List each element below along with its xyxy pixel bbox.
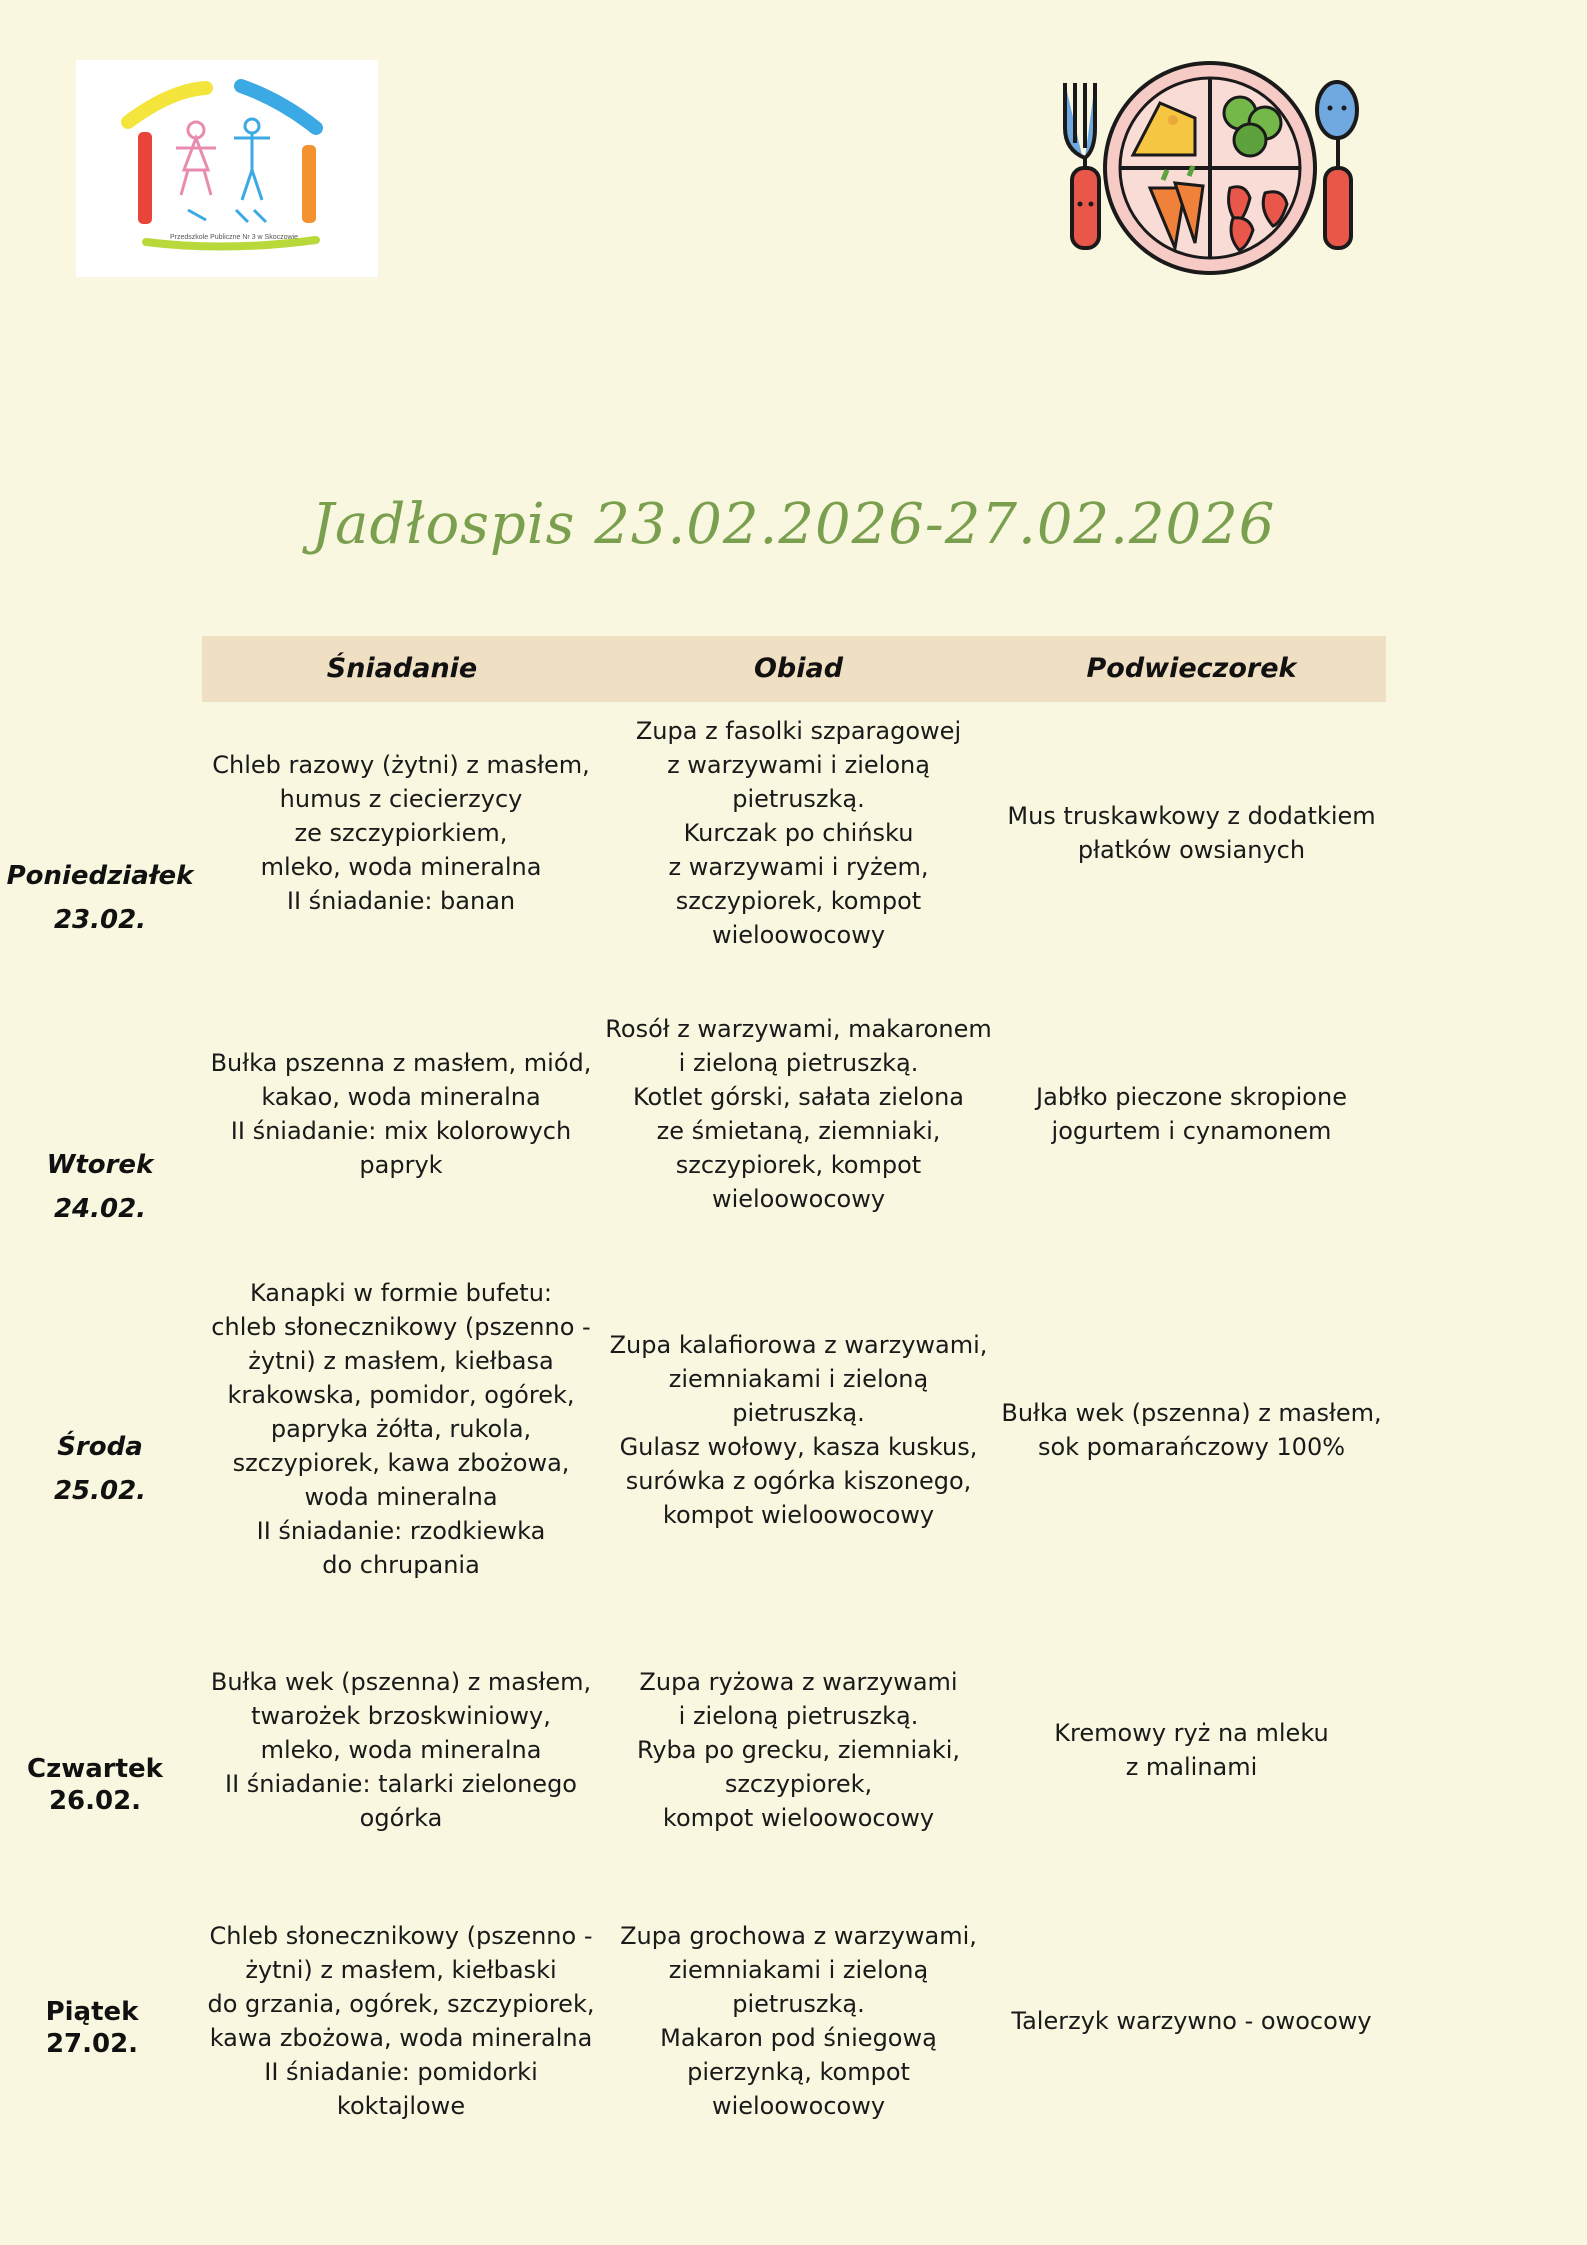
day-name: Czwartek <box>27 1754 163 1784</box>
day-name: Piątek <box>45 1997 139 2027</box>
breakfast-cell: Bułka wek (pszenna) z masłem, twarożek brzoskwiniowy, mleko, woda mineralna II śniadanie: talarki zielonego ogórka <box>210 1668 592 1832</box>
column-header-breakfast: Śniadanie <box>326 653 478 684</box>
breakfast-cell: Kanapki w formie bufetu: chleb słonecznikowy (pszenno - żytni) z masłem, kiełbasa krakowska, pomidor, ogórek, papryka żółta, rukola, szczypiorek, kawa zbożowa, woda mineralna II śniadanie: rzodkiewka do chrupania <box>211 1279 591 1579</box>
plate-with-cutlery-icon <box>1055 58 1365 283</box>
snack-cell: Mus truskawkowy z dodatkiem płatków owsianych <box>1007 802 1376 864</box>
breakfast-cell: Bułka pszenna z masłem, miód, kakao, woda mineralna II śniadanie: mix kolorowych papryk <box>210 1049 592 1179</box>
breakfast-cell: Chleb słonecznikowy (pszenno - żytni) z masłem, kiełbaski do grzania, ogórek, szczypiorek, kawa zbożowa, woda mineralna II śniadanie: pomidorki koktajlowe <box>207 1922 595 2120</box>
preschool-logo <box>76 60 378 277</box>
fork-icon <box>1065 83 1099 248</box>
lunch-cell: Zupa z fasolki szparagowej z warzywami i zieloną pietruszką. Kurczak po chińsku z warzywami i ryżem, szczypiorek, kompot wieloowocowy <box>635 717 962 949</box>
day-name: Wtorek <box>46 1150 154 1180</box>
day-date: 24.02. <box>53 1194 147 1224</box>
column-header-snack: Podwieczorek <box>1086 653 1297 684</box>
lunch-cell: Zupa ryżowa z warzywami i zieloną pietruszką. Ryba po grecku, ziemniaki, szczypiorek, kompot wieloowocowy <box>636 1668 961 1832</box>
spoon-icon <box>1317 82 1357 248</box>
snack-cell: Talerzyk warzywno - owocowy <box>1011 2007 1372 2035</box>
day-date: 27.02. <box>45 2029 139 2059</box>
column-header-lunch: Obiad <box>753 653 844 684</box>
lunch-cell: Zupa kalafiorowa z warzywami, ziemniakami i zieloną pietruszką. Gulasz wołowy, kasza kuskus, surówka z ogórka kiszonego, kompot wieloowocowy <box>609 1331 988 1529</box>
snack-cell: Kremowy ryż na mleku z malinami <box>1054 1719 1329 1781</box>
lunch-cell: Zupa grochowa z warzywami, ziemniakami i zieloną pietruszką. Makaron pod śniegową pierzynką, kompot wieloowocowy <box>620 1922 977 2120</box>
logo-caption: Przedszkole Publiczne Nr 3 w Skoczowie <box>170 234 298 241</box>
snack-cell: Jabłko pieczone skropione jogurtem i cynamonem <box>1036 1083 1347 1145</box>
day-name: Środa <box>57 1432 143 1462</box>
page-title: Jadłospis 23.02.2026-27.02.2026 <box>311 492 1276 557</box>
day-date: 25.02. <box>53 1476 147 1506</box>
day-date: 26.02. <box>48 1786 142 1816</box>
lunch-cell: Rosół z warzywami, makaronem i zieloną pietruszką. Kotlet górski, sałata zielona ze śmietaną, ziemniaki, szczypiorek, kompot wieloowocowy <box>605 1015 992 1213</box>
day-date: 23.02. <box>53 905 147 935</box>
snack-cell: Bułka wek (pszenna) z masłem, sok pomarańczowy 100% <box>1001 1399 1382 1461</box>
house-drawing-icon <box>76 60 378 277</box>
breakfast-cell: Chleb razowy (żytni) z masłem, humus z ciecierzycy ze szczypiorkiem, mleko, woda mineralna II śniadanie: banan <box>212 751 590 915</box>
day-name: Poniedziałek <box>6 861 194 891</box>
